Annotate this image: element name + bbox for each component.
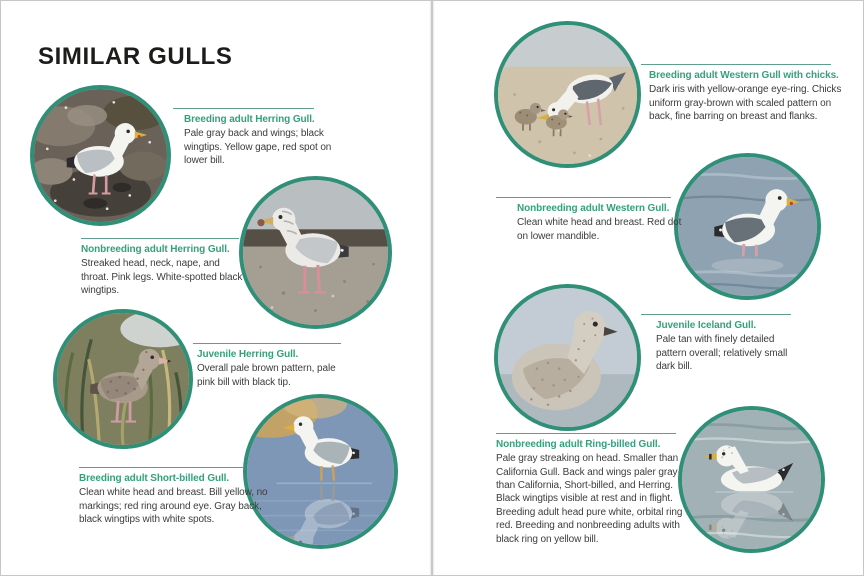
caption-heading: Nonbreeding adult Herring Gull.	[81, 244, 230, 255]
breeding-western-gull-with-chicks-photo	[494, 21, 641, 168]
caption-body: Pale gray streaking on head. Smaller than California Gull. Back and wings paler gray than California, Short-billed, and Herring. Black wingtips visible at rest and in flight. Breeding adult head pure white, orbital ring red. Breeding and nonbreeding adults with black ring on yellow bill.	[496, 453, 683, 545]
juvenile-iceland-gull-photo	[494, 284, 641, 431]
juvenile-herring-gull-in-grass-photo	[53, 309, 193, 449]
caption-body: Dark iris with yellow-orange eye-ring. Chicks uniform gray-brown with scaled pattern on back, fine barring on breast and flanks.	[649, 84, 842, 122]
gull-on-rocks-illustration	[34, 89, 167, 222]
caption-herring-breeding	[184, 113, 334, 167]
nonbreeding-ring-billed-gull-swimming-photo	[678, 406, 825, 553]
caption-heading: Nonbreeding adult Ring-billed Gull.	[496, 439, 661, 450]
caption-ring-billed	[496, 438, 688, 546]
rule-western-breeding	[641, 64, 831, 65]
page-gutter	[429, 1, 435, 575]
caption-heading: Breeding adult Western Gull with chicks.	[649, 70, 839, 81]
caption-western-nonbreeding	[517, 202, 692, 243]
caption-western-breeding	[649, 69, 854, 123]
pale-gull-closeup-illustration	[498, 288, 637, 427]
caption-body: Pale tan with finely detailed pattern overall; relatively small dark bill.	[656, 334, 788, 372]
caption-body: Clean white head and breast. Bill yellow, no markings; red ring around eye. Gray back, black wingtips with white spots.	[79, 487, 268, 525]
caption-heading: Juvenile Herring Gull.	[197, 349, 299, 360]
nonbreeding-western-gull-in-water-photo	[674, 153, 821, 300]
rule-iceland-juvenile	[641, 314, 791, 315]
gull-in-grass-illustration	[57, 313, 189, 445]
gull-on-beach-illustration	[243, 180, 388, 325]
caption-short-billed	[79, 472, 279, 526]
gull-with-chicks-illustration	[498, 25, 637, 164]
rule-short-billed	[79, 467, 243, 468]
caption-body: Streaked head, neck, nape, and throat. Pink legs. White-spotted black wingtips.	[81, 258, 243, 296]
caption-body: Overall pale brown pattern, pale pink bill with black tip.	[197, 363, 336, 388]
caption-iceland-juvenile	[656, 319, 801, 373]
breeding-herring-gull-on-rocks-photo	[30, 85, 171, 226]
rule-herring-nonbreeding	[81, 238, 239, 239]
nonbreeding-herring-gull-on-beach-photo	[239, 176, 392, 329]
rule-herring-juvenile	[193, 343, 341, 344]
rule-herring-breeding	[173, 108, 314, 109]
caption-heading: Breeding adult Short-billed Gull.	[79, 473, 230, 484]
caption-herring-juvenile	[197, 348, 352, 389]
caption-heading: Juvenile Iceland Gull.	[656, 320, 757, 331]
gull-swimming-illustration	[682, 410, 821, 549]
caption-body: Clean white head and breast. Red dot on lower mandible.	[517, 217, 682, 242]
rule-western-nonbreeding	[496, 197, 671, 198]
caption-herring-nonbreeding	[81, 243, 246, 297]
caption-heading: Nonbreeding adult Western Gull.	[517, 203, 670, 214]
rule-ring-billed	[496, 433, 676, 434]
page-title: SIMILAR GULLS	[38, 43, 233, 70]
caption-body: Pale gray back and wings; black wingtips. Yellow gape, red spot on lower bill.	[184, 128, 332, 166]
caption-heading: Breeding adult Herring Gull.	[184, 114, 315, 125]
gull-standing-in-water-illustration	[678, 157, 817, 296]
